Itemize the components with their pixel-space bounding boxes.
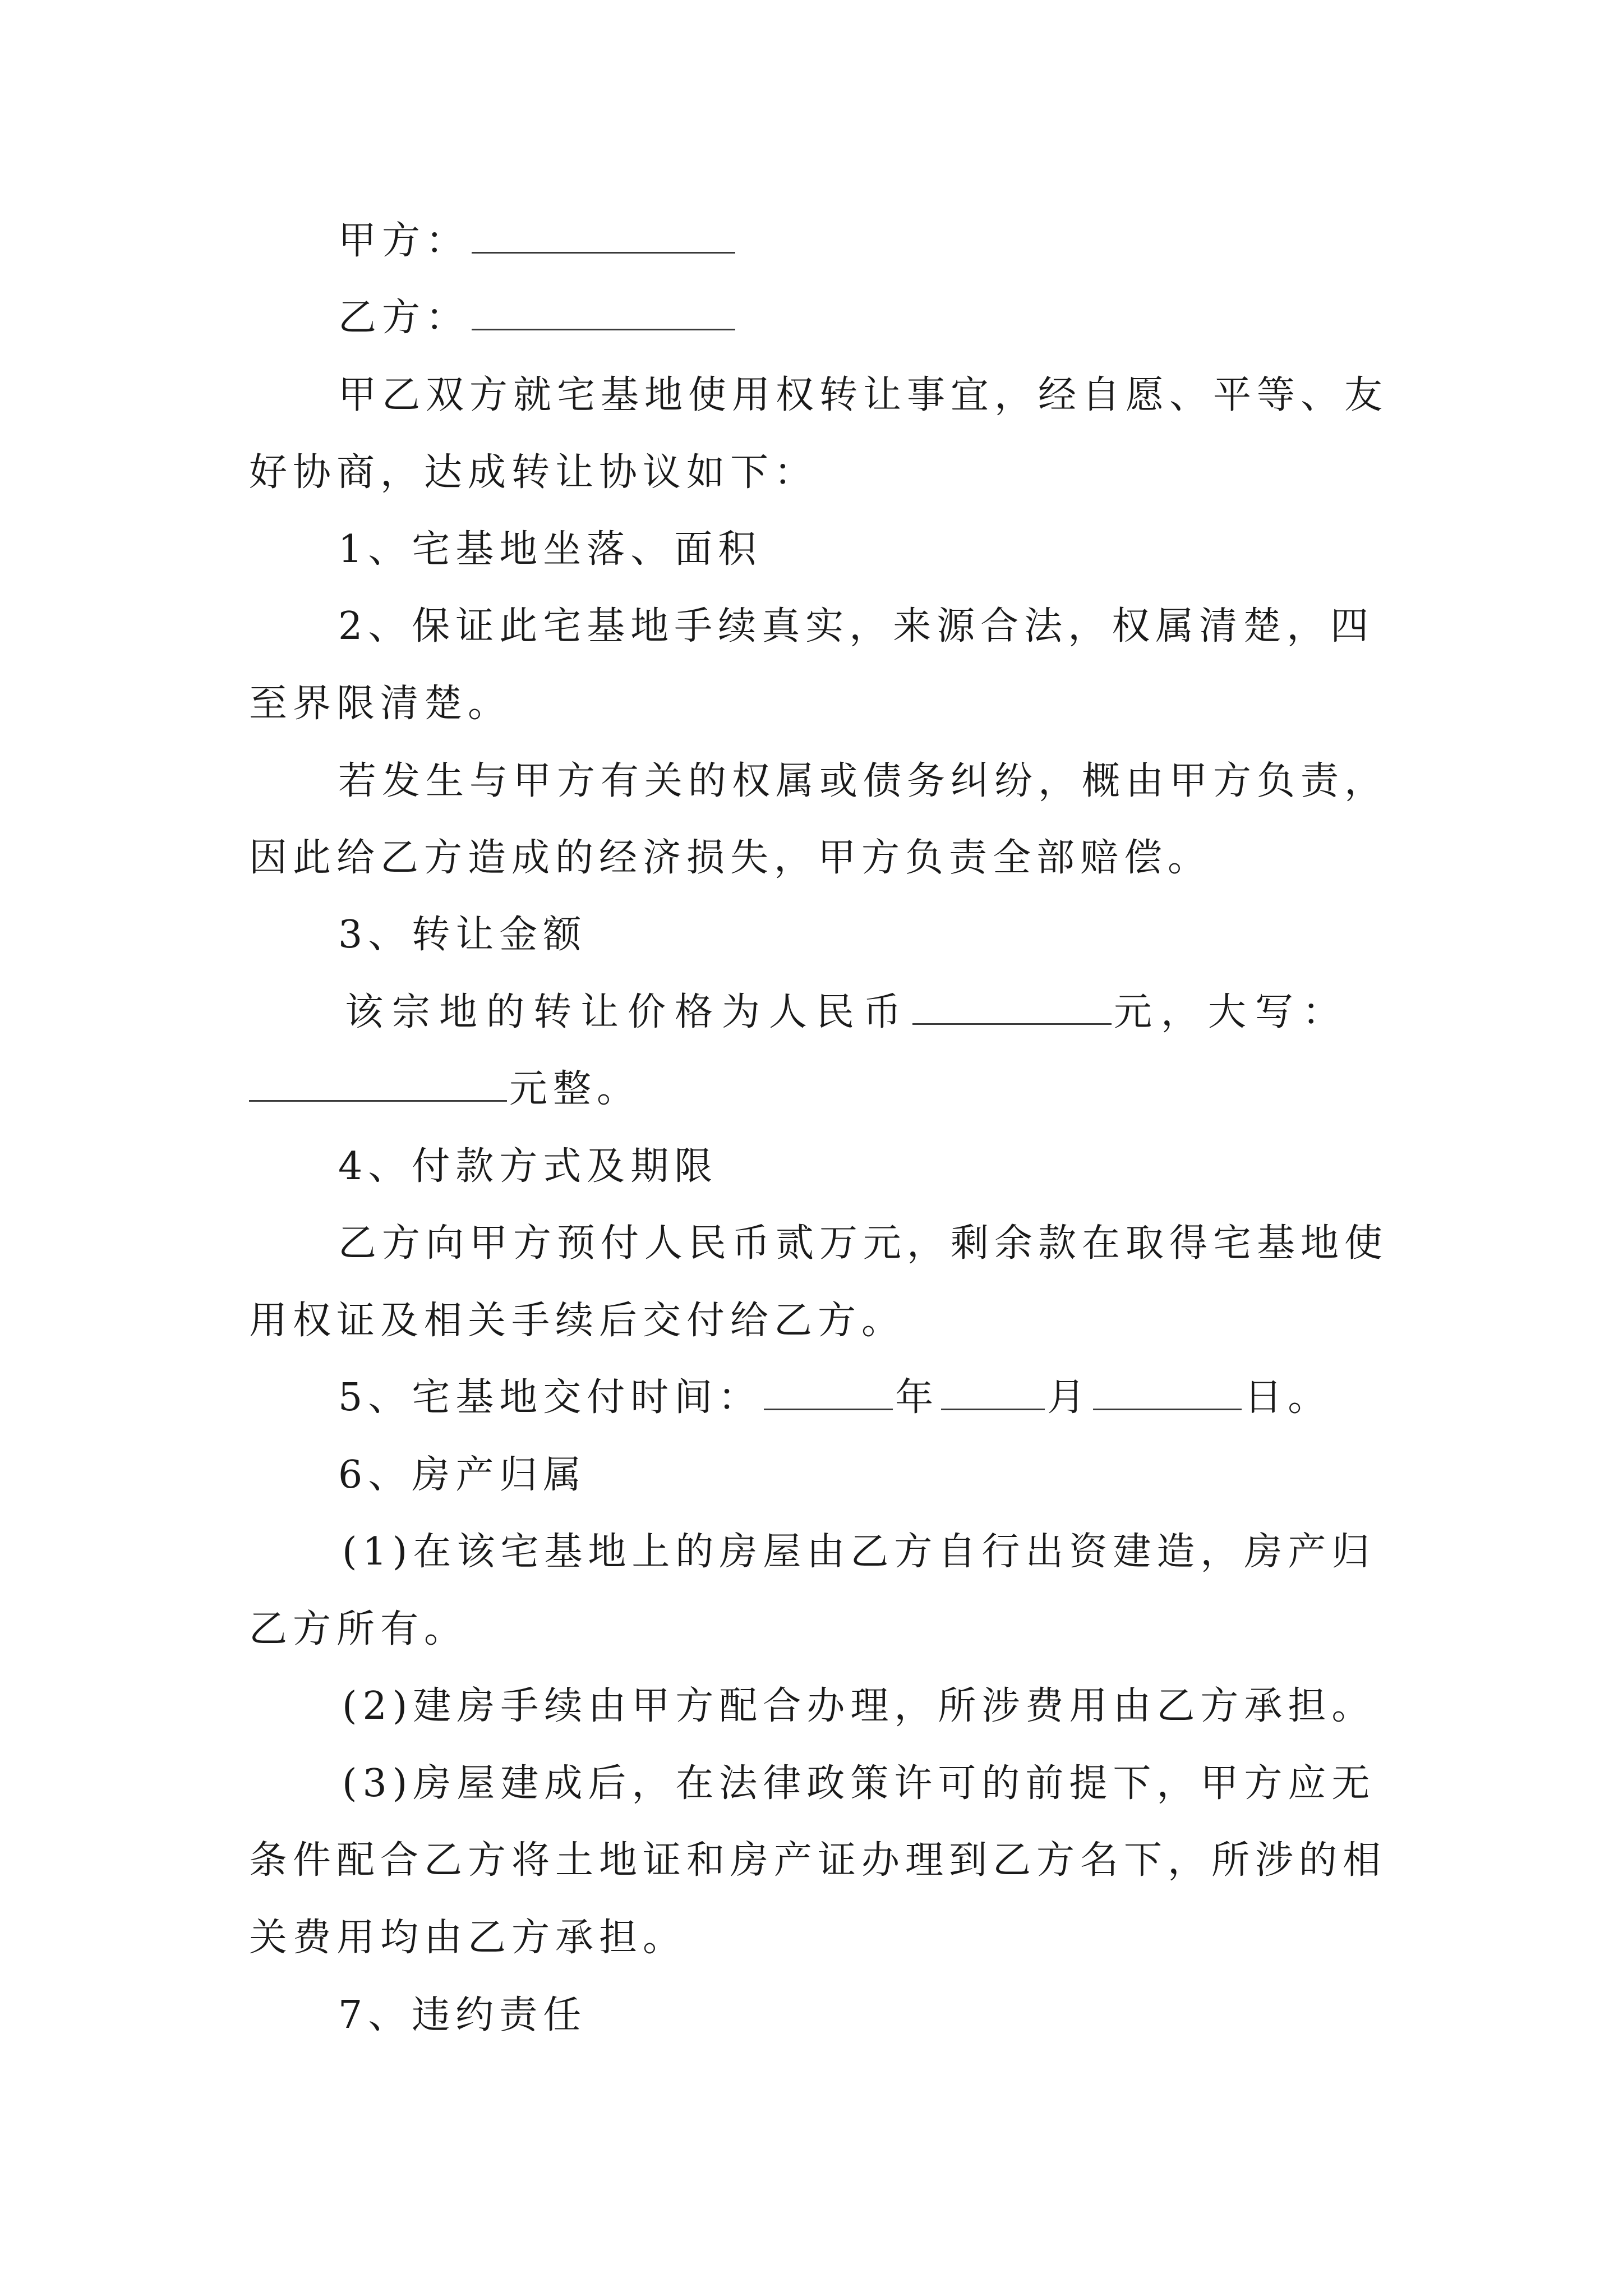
- month-blank: [941, 1375, 1045, 1410]
- year-blank: [764, 1375, 893, 1410]
- payment-line-2: 用权证及相关手续后交付给乙方。: [249, 1299, 906, 1343]
- price-suffix: 元整。: [509, 1067, 641, 1111]
- item-4-heading: 4、付款方式及期限: [338, 1144, 718, 1189]
- item-6-heading: 6、房产归属: [338, 1453, 587, 1497]
- sub-3-line-2: 条件配合乙方将土地证和房产证办理到乙方名下，所涉的相: [249, 1838, 1387, 1883]
- month-label: 月: [1047, 1375, 1091, 1420]
- year-label: 年: [895, 1375, 939, 1420]
- item-7-heading: 7、违约责任: [338, 1993, 587, 2037]
- party-b-label: 乙方：: [338, 296, 470, 340]
- price-uppercase-blank: [249, 1066, 507, 1102]
- party-b-blank: [472, 295, 735, 330]
- sub-3-line-1: (3)房屋建成后，在法律政策许可的前提下，甲方应无: [342, 1761, 1376, 1806]
- sub-3-line-3: 关费用均由乙方承担。: [249, 1916, 687, 1960]
- dispute-line-1: 若发生与甲方有关的权属或债务纠纷，概由甲方负责，: [338, 759, 1389, 803]
- party-a-blank: [472, 218, 735, 254]
- sub-1-line-1: (1)在该宅基地上的房屋由乙方自行出资建造，房产归: [342, 1530, 1376, 1574]
- intro-line-1: 甲乙双方就宅基地使用权转让事宜，经自愿、平等、友: [338, 373, 1389, 417]
- item-3-heading: 3、转让金额: [338, 913, 587, 957]
- intro-line-2: 好协商，达成转让协议如下：: [249, 450, 818, 495]
- item-2-line-1: 2、保证此宅基地手续真实，来源合法，权属清楚，四: [338, 604, 1375, 648]
- party-a-label: 甲方：: [338, 219, 470, 263]
- sub-1-line-2: 乙方所有。: [249, 1607, 468, 1651]
- party-b-line: [338, 293, 737, 343]
- item-5-prefix: 5、宅基地交付时间：: [338, 1375, 762, 1420]
- payment-line-1: 乙方向甲方预付人民币贰万元，剩余款在取得宅基地使: [338, 1221, 1389, 1266]
- sub-2-line: (2)建房手续由甲方配合办理，所涉费用由乙方承担。: [342, 1684, 1376, 1728]
- price-prefix: 该宗地的转让价格为人民币: [345, 990, 911, 1034]
- price-amount-blank: [912, 990, 1112, 1025]
- price-line: [345, 987, 1349, 1038]
- item-5-line: [338, 1373, 1331, 1423]
- day-label: 日。: [1244, 1375, 1332, 1420]
- dispute-line-2: 因此给乙方造成的经济损失，甲方负责全部赔偿。: [249, 836, 1212, 880]
- item-1-heading: 1、宅基地坐落、面积: [338, 527, 762, 572]
- price-unit: 元，大写：: [1114, 990, 1350, 1034]
- price-uppercase-line: [249, 1064, 640, 1115]
- item-2-line-2: 至界限清楚。: [249, 682, 512, 726]
- party-a-line: [338, 216, 737, 266]
- day-blank: [1093, 1375, 1242, 1410]
